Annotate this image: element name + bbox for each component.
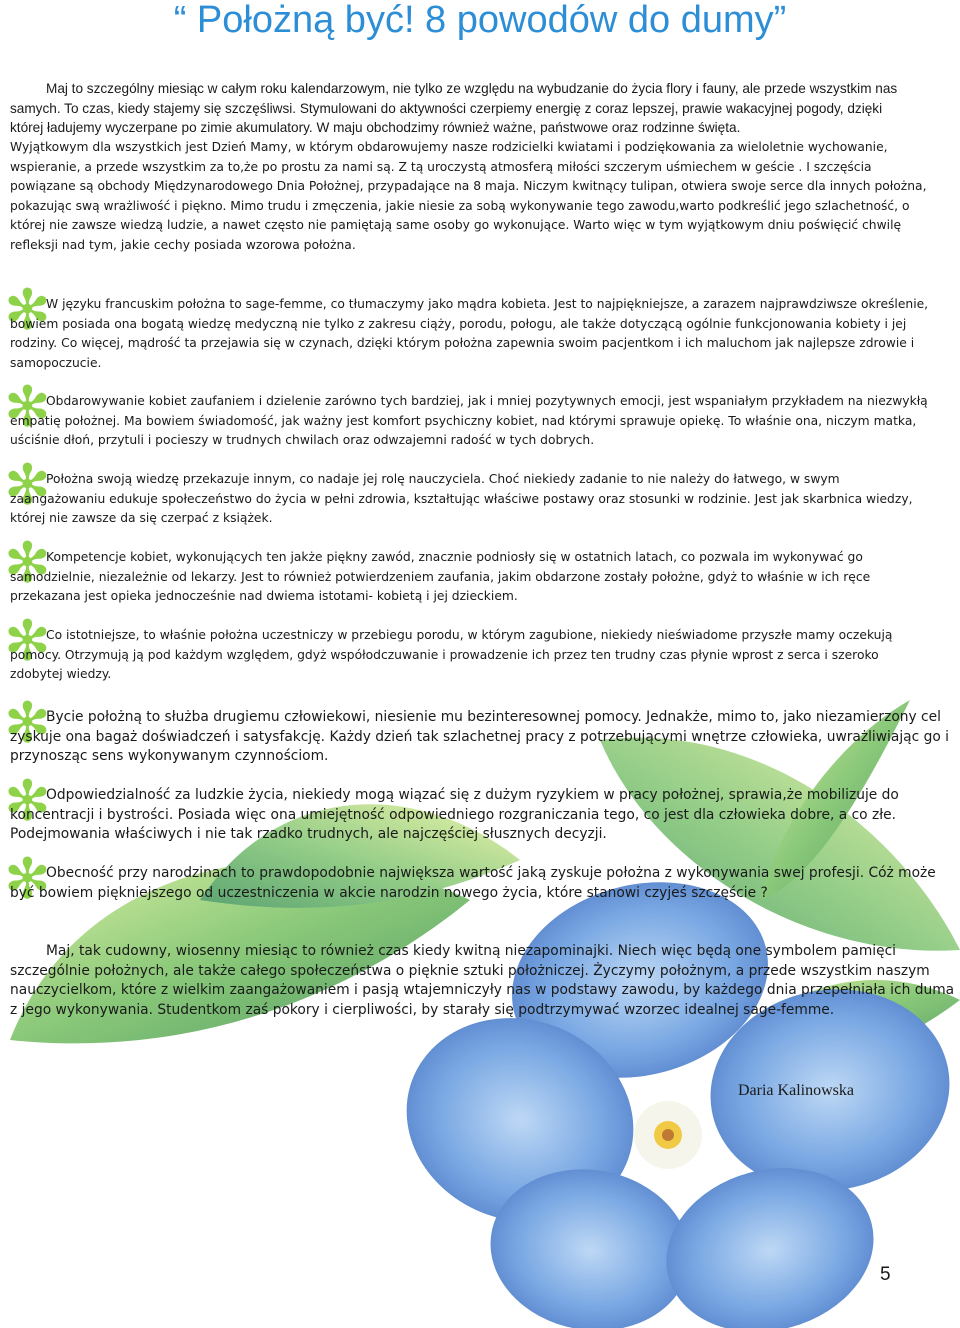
point-3: Położna swoją wiedzę przekazuje innym, co nadaje jej rolę nauczyciela. Choć niekiedy zadanie to nie należy do łatwego, w swym zaangażowaniu edukuje społeczeństwo do życia w pełni zdrowia, kształtując właściwe postawy oraz stosunki w rodzinie. Jest jak skarbnica wiedzy, której nie zawsze da się czerpać z książek. xyxy=(10,472,913,526)
asterisk-flower-icon: ✻ xyxy=(4,847,51,912)
point-2: Obdarowywanie kobiet zaufaniem i dzielenie zarówno tych bardziej, jak i mniej pozytywnych emocji, jest wspaniałym przykładem na niezwykłą empatię położnej. Ma bowiem świadomość, jak ważny jest komfort psychiczny kobiet, nad którymi sprawuje opiekę. To właśnie ona, niczym matka, uściśnie dłoń, przytuli i pocieszy w trudnych chwilach oraz odwzajemni radość w tych dobrych. xyxy=(10,394,928,448)
page-number: 5 xyxy=(880,1264,891,1285)
asterisk-flower-icon: ✻ xyxy=(4,278,51,343)
author-signature: Daria Kalinowska xyxy=(738,1082,854,1099)
point-4: Kompetencje kobiet, wykonujących ten jakże piękny zawód, znacznie podniosły się w ostatnich latach, co pozwala im wykonywać go samodzielnie, niezależnie od lekarzy. Jest to również potwierdzeniem zaufania, jakim obdarzone zostały położne, gdyż to właśnie w ich ręce przekazana jest opieka jednocześnie nad dwiema istotami- kobietą i jej dzieckiem. xyxy=(10,550,871,604)
asterisk-flower-icon: ✻ xyxy=(4,769,51,834)
closing-paragraph: Maj, tak cudowny, wiosenny miesiąc to również czas kiedy kwitną niezapominajki. Niech więc będą one symbolem pamięci szczególnie położnych, ale także całego społeczeństwa o pięknie sztuki położniczej. Życzymy położnym, a przede wszystkim naszym nauczycielkom, które z wielkim zaangażowaniem i pasją wtajemniczyły nas w podstawy zawodu, by każdego dnia przepełniała ich duma z jego wykonywania. Studentkom zaś pokory i cierpliwości, by starały się podtrzymywać wzorzec idealnej sage-femme. xyxy=(10,943,955,1018)
point-8: Obecność przy narodzinach to prawdopodobnie największa wartość jaką zyskuje położna z wykonywania swej profesji. Cóż może być bowiem piękniejszego od uczestniczenia w akcie narodzin nowego życia, które stanowi czyjeś szczęście ? xyxy=(10,865,936,901)
intro-paragraph-1: Maj to szczególny miesiąc w całym roku kalendarzowym, nie tylko ze względu na wybudzanie do życia flory i fauny, ale przede wszystkim nas samych. To czas, kiedy stajemy się szczęśliwsi. Stymulowani do aktywności czerpiemy energię z coraz lepszej, prawie wakacyjnej pogody, dzięki której ładujemy wyczerpane po zimie akumulatory. W maju obchodzimy również ważne, państwowe oraz rodzinne święta. xyxy=(10,81,898,136)
intro-paragraph-2: Wyjątkowym dla wszystkich jest Dzień Mamy, w którym obdarowujemy nasze rodzicielki kwiatami i podziękowania za wieloletnie wychowanie, wspieranie, a przede wszystkim za to,że po prostu za nami są. Z tą uroczystą atmosferą miłości szczerym uśmiechem w geście . I szczęścia powiązane są obchody Międzynarodowego Dnia Położnej, przypadające na 8 maja. Niczym kwitnący tulipan, otwiera swoje serce dla innych położna, pokazując swą wrażliwość i piękno. Mimo trudu i zmęczenia, jakie niesie za sobą wykonywanie tego zawodu,warto podkreślić jego szlachetność, o której nie zawsze wiedzą ludzie, a nawet często nie pamiętają same osoby go wykonujące. Warto więc w tym wyjątkowym dniu poświęcić chwilę refleksji nad tym, jakie cechy posiada wzorowa położna. xyxy=(10,140,927,252)
point-7: Odpowiedzialność za ludzkie życia, niekiedy mogą wiązać się z dużym ryzykiem w pracy położnej, sprawia,że mobilizuje do koncentracji i bystrości. Posiada więc ona umiejętność odpowiedniego rozgraniczania tego, co jest dla człowieka dobre, a co złe. Podejmowania właściwych i nie tak rzadko trudnych, ale najczęściej słusznych decyzji. xyxy=(10,787,899,843)
point-6: Bycie położną to służba drugiemu człowiekowi, niesienie mu bezinteresownej pomocy. Jednakże, mimo to, jako niezamierzony cel zyskuje ona bagaż doświadczeń i satysfakcję. Każdy dzień tak szlachetnej pracy z potrzebującymi wnętrze człowieka, uwrażliwiając go i przynosząc sens wykonywanym czynnościom. xyxy=(10,709,950,765)
asterisk-flower-icon: ✻ xyxy=(4,375,51,440)
asterisk-flower-icon: ✻ xyxy=(4,609,51,674)
flower-center-dot xyxy=(662,1129,674,1141)
point-5: Co istotniejsze, to właśnie położna uczestniczy w przebiegu porodu, w którym zagubione, niekiedy nieświadome przyszłe mamy oczekują pomocy. Otrzymują ją pod każdym względem, gdyż współodczuwanie i prowadzenie ich przez ten trudny czas płynie wprost z serca i szeroko zdobytej wiedzy. xyxy=(10,628,893,682)
asterisk-flower-icon: ✻ xyxy=(4,531,51,596)
page-title: “ Położną być! 8 powodów do dumy” xyxy=(173,0,787,41)
point-1: W języku francuskim położna to sage-femme, co tłumaczymy jako mądra kobieta. Jest to najpiękniejsze, a zarazem najprawdziwsze określenie, bowiem posiada ona bogatą wiedzę medyczną nie tylko z zakresu ciąży, porodu, połogu, ale także dotyczącą ogólnie funkcjonowania kobiety i jej rodziny. Co więcej, mądrość ta przejawia się w czynach, dzięki którym położna zapewnia swoim pacjentkom i ich maluchom jak najlepsze zdrowie i samopoczucie. xyxy=(10,297,929,370)
asterisk-flower-icon: ✻ xyxy=(4,691,51,756)
asterisk-flower-icon: ✻ xyxy=(4,453,51,518)
